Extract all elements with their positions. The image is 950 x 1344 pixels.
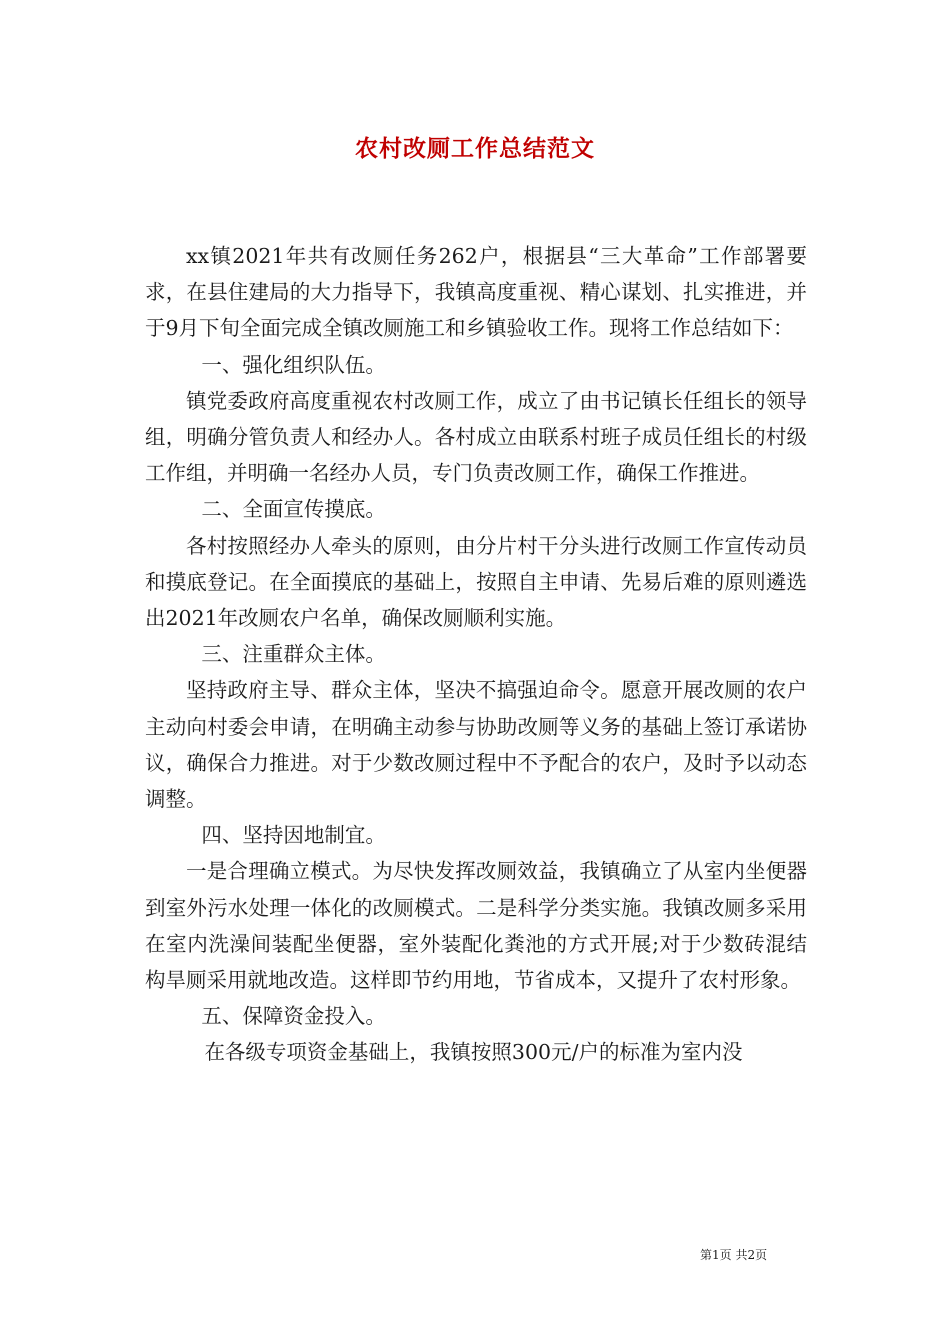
paragraph-section-5: 在各级专项资金基础上，我镇按照300元/户的标准为室内没 bbox=[204, 1040, 743, 1065]
section-heading-5: 五、保障资金投入。 bbox=[201, 1004, 386, 1029]
paragraph-section-3: 坚持政府主导、群众主体，坚决不搞强迫命令。愿意开展改厕的农户主动向村委会申请，在明确主动参与协助改厕等义务的基础上签订承诺协议，确保合力推进。对于少数改厕过程中不予配合的农户，及时予以动态调整。 bbox=[145, 678, 807, 812]
section-heading-3: 三、注重群众主体。 bbox=[201, 642, 386, 667]
section-heading-2: 二、全面宣传摸底。 bbox=[201, 497, 386, 522]
page-number-footer: 第1页 共2页 bbox=[700, 1248, 768, 1262]
paragraph-section-4: 一是合理确立模式。为尽快发挥改厕效益，我镇确立了从室内坐便器到室外污水处理一体化的改厕模式。二是科学分类实施。我镇改厕多采用在室内洗澡间装配坐便器，室外装配化粪池的方式开展;对于少数砖混结构旱厕采用就地改造。这样即节约用地，节省成本，又提升了农村形象。 bbox=[145, 859, 807, 993]
document-title: 农村改厕工作总结范文 bbox=[355, 135, 595, 162]
document-body bbox=[145, 238, 807, 1071]
paragraph-section-2: 各村按照经办人牵头的原则，由分片村干分头进行改厕工作宣传动员和摸底登记。在全面摸底的基础上，按照自主申请、先易后难的原则遴选出2021年改厕农户名单，确保改厕顺利实施。 bbox=[145, 533, 807, 631]
section-heading-4: 四、坚持因地制宜。 bbox=[201, 823, 386, 848]
paragraph-section-1: 镇党委政府高度重视农村改厕工作，成立了由书记镇长任组长的领导组，明确分管负责人和经办人。各村成立由联系村班子成员任组长的村级工作组，并明确一名经办人员，专门负责改厕工作，确保工作推进。 bbox=[145, 388, 807, 486]
paragraph-intro: xx镇2021年共有改厕任务262户，根据县“三大革命”工作部署要求，在县住建局的大力指导下，我镇高度重视、精心谋划、扎实推进，并于9月下旬全面完成全镇改厕施工和乡镇验收工作。现将工作总结如下： bbox=[145, 244, 807, 341]
section-heading-1: 一、强化组织队伍。 bbox=[201, 352, 386, 377]
